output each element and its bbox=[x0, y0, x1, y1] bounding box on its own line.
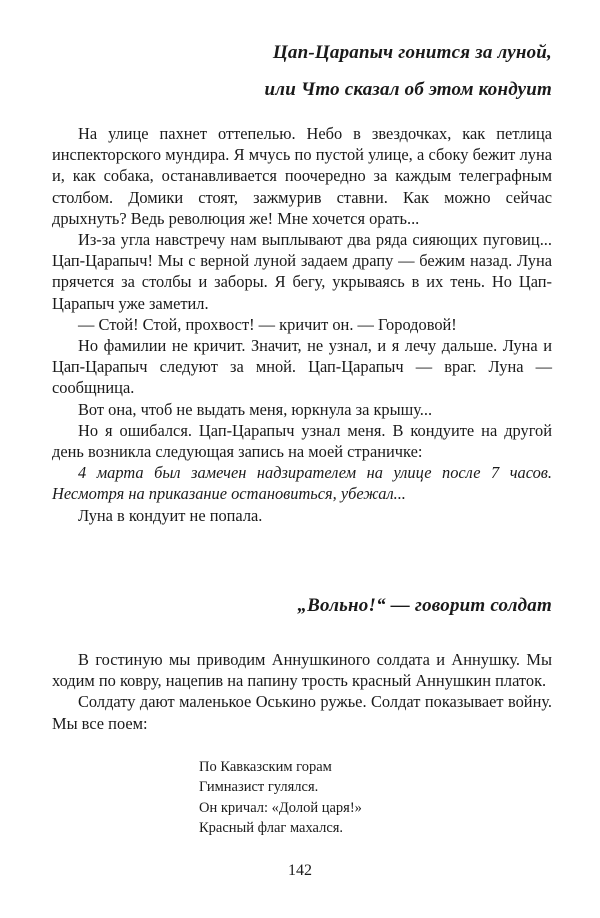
paragraph: На улице пахнет оттепелью. Небо в звездочках, как петлица инспекторского мундира. Я мчусь по пустой улице, а сбоку бежит луна и, как собака, останавливается поочередно за каждым телеграфным столбом. Домики стоят, зажмурив ставни. Как можно сейчас дрыхнуть? Ведь революция же! Мне хочется орать... bbox=[52, 124, 552, 228]
chapter-title-line-2: или Что сказал об этом кондуит bbox=[264, 79, 552, 100]
paragraph: В гостиную мы приводим Аннушкиного солдата и Аннушку. Мы ходим по ковру, нацепив на папину трость красный Аннушкин платок. bbox=[52, 650, 552, 691]
paragraph: Солдату дают маленькое Оськино ружье. Солдат показывает войну. Мы все поем: bbox=[52, 692, 552, 733]
chapter-2-body bbox=[52, 649, 552, 734]
page-number: 142 bbox=[288, 862, 312, 879]
paragraph: Но я ошибался. Цап-Царапыч узнал меня. В кондуите на другой день возникла следующая запись на моей страничке: bbox=[52, 420, 552, 462]
poem-line: Он кричал: «Долой царя!» bbox=[199, 799, 362, 816]
chapter-1-body bbox=[52, 123, 552, 526]
chapter-title-line-1: Цап-Царапыч гонится за луной, bbox=[272, 42, 552, 63]
conduct-record-entry: 4 марта был замечен надзирателем на улице после 7 часов. Несмотря на приказание остановиться, убежал... bbox=[52, 463, 552, 504]
paragraph: Вот она, чтоб не выдать меня, юркнула за крышу... bbox=[78, 399, 433, 419]
poem-line: Гимназист гулялся. bbox=[199, 779, 319, 796]
poem-line: По Кавказским горам bbox=[199, 759, 332, 775]
chapter-title: „Вольно!“ — говорит солдат bbox=[297, 595, 552, 616]
paragraph: Луна в кондуит не попала. bbox=[78, 505, 263, 525]
poem bbox=[199, 757, 362, 839]
paragraph: Но фамилии не кричит. Значит, не узнал, и я лечу дальше. Луна и Цап-Царапыч следуют за мной. Цап-Царапыч — враг. Луна — сообщница. bbox=[52, 336, 552, 398]
poem-line: Красный флаг махался. bbox=[199, 820, 344, 837]
paragraph: — Стой! Стой, прохвост! — кричит он. — Городовой! bbox=[78, 314, 457, 334]
paragraph: Из-за угла навстречу нам выплывают два ряда сияющих пуговиц... Цап-Царапыч! Мы с верной луной задаем драпу — бежим назад. Луна прячется за столбы и заборы. Я бегу, укрываясь в их тень. Но Цап-Царапыч уже заметил. bbox=[52, 230, 552, 313]
